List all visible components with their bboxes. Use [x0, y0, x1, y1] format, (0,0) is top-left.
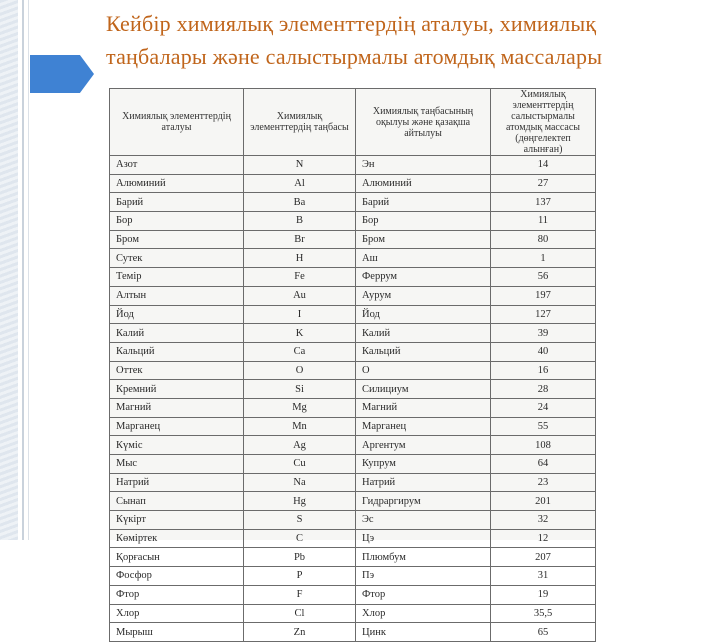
table-header-row: [110, 89, 596, 156]
cell-element-name: Кальций: [110, 342, 244, 361]
header-element-name: Химиялық элементтердің аталуы: [110, 89, 244, 156]
elements-table: [109, 88, 596, 642]
cell-element-name: Натрий: [110, 473, 244, 492]
cell-atomic-mass: 127: [491, 305, 596, 324]
cell-symbol-reading: Гидраргирум: [356, 492, 491, 511]
cell-symbol-reading: Аурум: [356, 286, 491, 305]
table-row: [110, 342, 596, 361]
table-row: [110, 455, 596, 474]
cell-atomic-mass: 65: [491, 623, 596, 642]
cell-atomic-mass: 137: [491, 193, 596, 212]
cell-symbol-reading: Натрий: [356, 473, 491, 492]
cell-element-name: Мыс: [110, 455, 244, 474]
cell-symbol-reading: Силициум: [356, 380, 491, 399]
cell-element-symbol: H: [244, 249, 356, 268]
cell-symbol-reading: Фтор: [356, 585, 491, 604]
cell-element-symbol: F: [244, 585, 356, 604]
table-row: [110, 492, 596, 511]
table-row: [110, 548, 596, 567]
cell-atomic-mass: 1: [491, 249, 596, 268]
slide-title: [106, 7, 720, 73]
slide-title-line: Кейбір химиялық элементтердің аталуы, химиялық: [106, 11, 597, 36]
cell-element-name: Көміртек: [110, 529, 244, 548]
cell-element-symbol: Si: [244, 380, 356, 399]
cell-symbol-reading: Бор: [356, 212, 491, 231]
table-row: [110, 230, 596, 249]
cell-symbol-reading: Бром: [356, 230, 491, 249]
cell-element-symbol: Ag: [244, 436, 356, 455]
cell-atomic-mass: 27: [491, 174, 596, 193]
cell-atomic-mass: 108: [491, 436, 596, 455]
cell-symbol-reading: Цэ: [356, 529, 491, 548]
cell-element-name: Мырыш: [110, 623, 244, 642]
cell-symbol-reading: Эс: [356, 511, 491, 530]
cell-symbol-reading: Кальций: [356, 342, 491, 361]
cell-atomic-mass: 19: [491, 585, 596, 604]
cell-element-symbol: N: [244, 156, 356, 175]
table-row: [110, 174, 596, 193]
arrow-right-icon: [30, 55, 94, 93]
cell-element-name: Күміс: [110, 436, 244, 455]
table-row: [110, 473, 596, 492]
cell-symbol-reading: Барий: [356, 193, 491, 212]
cell-atomic-mass: 32: [491, 511, 596, 530]
cell-atomic-mass: 201: [491, 492, 596, 511]
cell-element-name: Фтор: [110, 585, 244, 604]
table-row: [110, 398, 596, 417]
cell-symbol-reading: Аш: [356, 249, 491, 268]
table-row: [110, 156, 596, 175]
table-row: [110, 529, 596, 548]
cell-element-name: Алюминий: [110, 174, 244, 193]
cell-atomic-mass: 56: [491, 268, 596, 287]
table-row: [110, 585, 596, 604]
cell-element-symbol: Pb: [244, 548, 356, 567]
cell-element-symbol: Au: [244, 286, 356, 305]
cell-element-name: Магний: [110, 398, 244, 417]
table-row: [110, 249, 596, 268]
cell-symbol-reading: Алюминий: [356, 174, 491, 193]
cell-element-symbol: Mn: [244, 417, 356, 436]
cell-atomic-mass: 39: [491, 324, 596, 343]
cell-element-symbol: B: [244, 212, 356, 231]
cell-element-name: Фосфор: [110, 567, 244, 586]
cell-atomic-mass: 207: [491, 548, 596, 567]
cell-element-name: Йод: [110, 305, 244, 324]
cell-element-symbol: Br: [244, 230, 356, 249]
cell-element-symbol: C: [244, 529, 356, 548]
cell-atomic-mass: 23: [491, 473, 596, 492]
cell-element-symbol: Al: [244, 174, 356, 193]
cell-symbol-reading: Йод: [356, 305, 491, 324]
decorative-rail-line: [22, 0, 24, 540]
cell-element-name: Қорғасын: [110, 548, 244, 567]
table-row: [110, 212, 596, 231]
cell-atomic-mass: 35,5: [491, 604, 596, 623]
cell-element-symbol: Ca: [244, 342, 356, 361]
cell-element-name: Марганец: [110, 417, 244, 436]
cell-symbol-reading: Марганец: [356, 417, 491, 436]
cell-element-name: Хлор: [110, 604, 244, 623]
cell-symbol-reading: Хлор: [356, 604, 491, 623]
cell-element-name: Калий: [110, 324, 244, 343]
cell-element-name: Темір: [110, 268, 244, 287]
cell-atomic-mass: 64: [491, 455, 596, 474]
cell-atomic-mass: 28: [491, 380, 596, 399]
cell-element-symbol: Na: [244, 473, 356, 492]
cell-element-symbol: Ba: [244, 193, 356, 212]
cell-atomic-mass: 31: [491, 567, 596, 586]
cell-element-name: Оттек: [110, 361, 244, 380]
cell-element-name: Сынап: [110, 492, 244, 511]
cell-element-name: Күкірт: [110, 511, 244, 530]
cell-symbol-reading: Феррум: [356, 268, 491, 287]
cell-symbol-reading: Цинк: [356, 623, 491, 642]
table-row: [110, 324, 596, 343]
cell-symbol-reading: Плюмбум: [356, 548, 491, 567]
cell-element-symbol: Zn: [244, 623, 356, 642]
cell-element-name: Бром: [110, 230, 244, 249]
table-row: [110, 380, 596, 399]
cell-element-symbol: I: [244, 305, 356, 324]
header-atomic-mass: Химиялық элементтердің салыстырмалы атомдық массасы (дөңгелектеп алынған): [491, 89, 596, 156]
table-row: [110, 268, 596, 287]
cell-element-symbol: Cl: [244, 604, 356, 623]
cell-element-name: Бор: [110, 212, 244, 231]
cell-element-symbol: Cu: [244, 455, 356, 474]
cell-element-symbol: S: [244, 511, 356, 530]
cell-atomic-mass: 16: [491, 361, 596, 380]
cell-symbol-reading: О: [356, 361, 491, 380]
table-row: [110, 604, 596, 623]
cell-atomic-mass: 80: [491, 230, 596, 249]
cell-atomic-mass: 55: [491, 417, 596, 436]
cell-element-name: Алтын: [110, 286, 244, 305]
cell-atomic-mass: 11: [491, 212, 596, 231]
cell-element-symbol: Mg: [244, 398, 356, 417]
cell-atomic-mass: 197: [491, 286, 596, 305]
table-row: [110, 567, 596, 586]
cell-symbol-reading: Магний: [356, 398, 491, 417]
cell-element-name: Азот: [110, 156, 244, 175]
table-row: [110, 286, 596, 305]
cell-symbol-reading: Аргентум: [356, 436, 491, 455]
cell-element-name: Барий: [110, 193, 244, 212]
table-row: [110, 417, 596, 436]
cell-symbol-reading: Калий: [356, 324, 491, 343]
table-row: [110, 511, 596, 530]
cell-atomic-mass: 12: [491, 529, 596, 548]
header-element-symbol: Химиялық элементтердің таңбасы: [244, 89, 356, 156]
cell-element-symbol: Hg: [244, 492, 356, 511]
cell-element-symbol: Fe: [244, 268, 356, 287]
cell-symbol-reading: Эн: [356, 156, 491, 175]
table-row: [110, 193, 596, 212]
elements-table-image: [109, 88, 595, 638]
table-body: [110, 156, 596, 642]
cell-element-name: Кремний: [110, 380, 244, 399]
cell-atomic-mass: 24: [491, 398, 596, 417]
cell-atomic-mass: 14: [491, 156, 596, 175]
table-row: [110, 436, 596, 455]
table-row: [110, 305, 596, 324]
cell-element-symbol: P: [244, 567, 356, 586]
cell-symbol-reading: Пэ: [356, 567, 491, 586]
cell-element-name: Сутек: [110, 249, 244, 268]
cell-element-symbol: K: [244, 324, 356, 343]
header-symbol-reading: Химиялық таңбасының оқылуы және қазақша айтылуы: [356, 89, 491, 156]
slide-title-line: таңбалары және салыстырмалы атомдық массалары: [106, 44, 603, 69]
cell-element-symbol: O: [244, 361, 356, 380]
cell-atomic-mass: 40: [491, 342, 596, 361]
decorative-left-rail: [0, 0, 18, 540]
cell-symbol-reading: Купрум: [356, 455, 491, 474]
table-row: [110, 623, 596, 642]
table-row: [110, 361, 596, 380]
decorative-rail-line: [28, 0, 29, 540]
